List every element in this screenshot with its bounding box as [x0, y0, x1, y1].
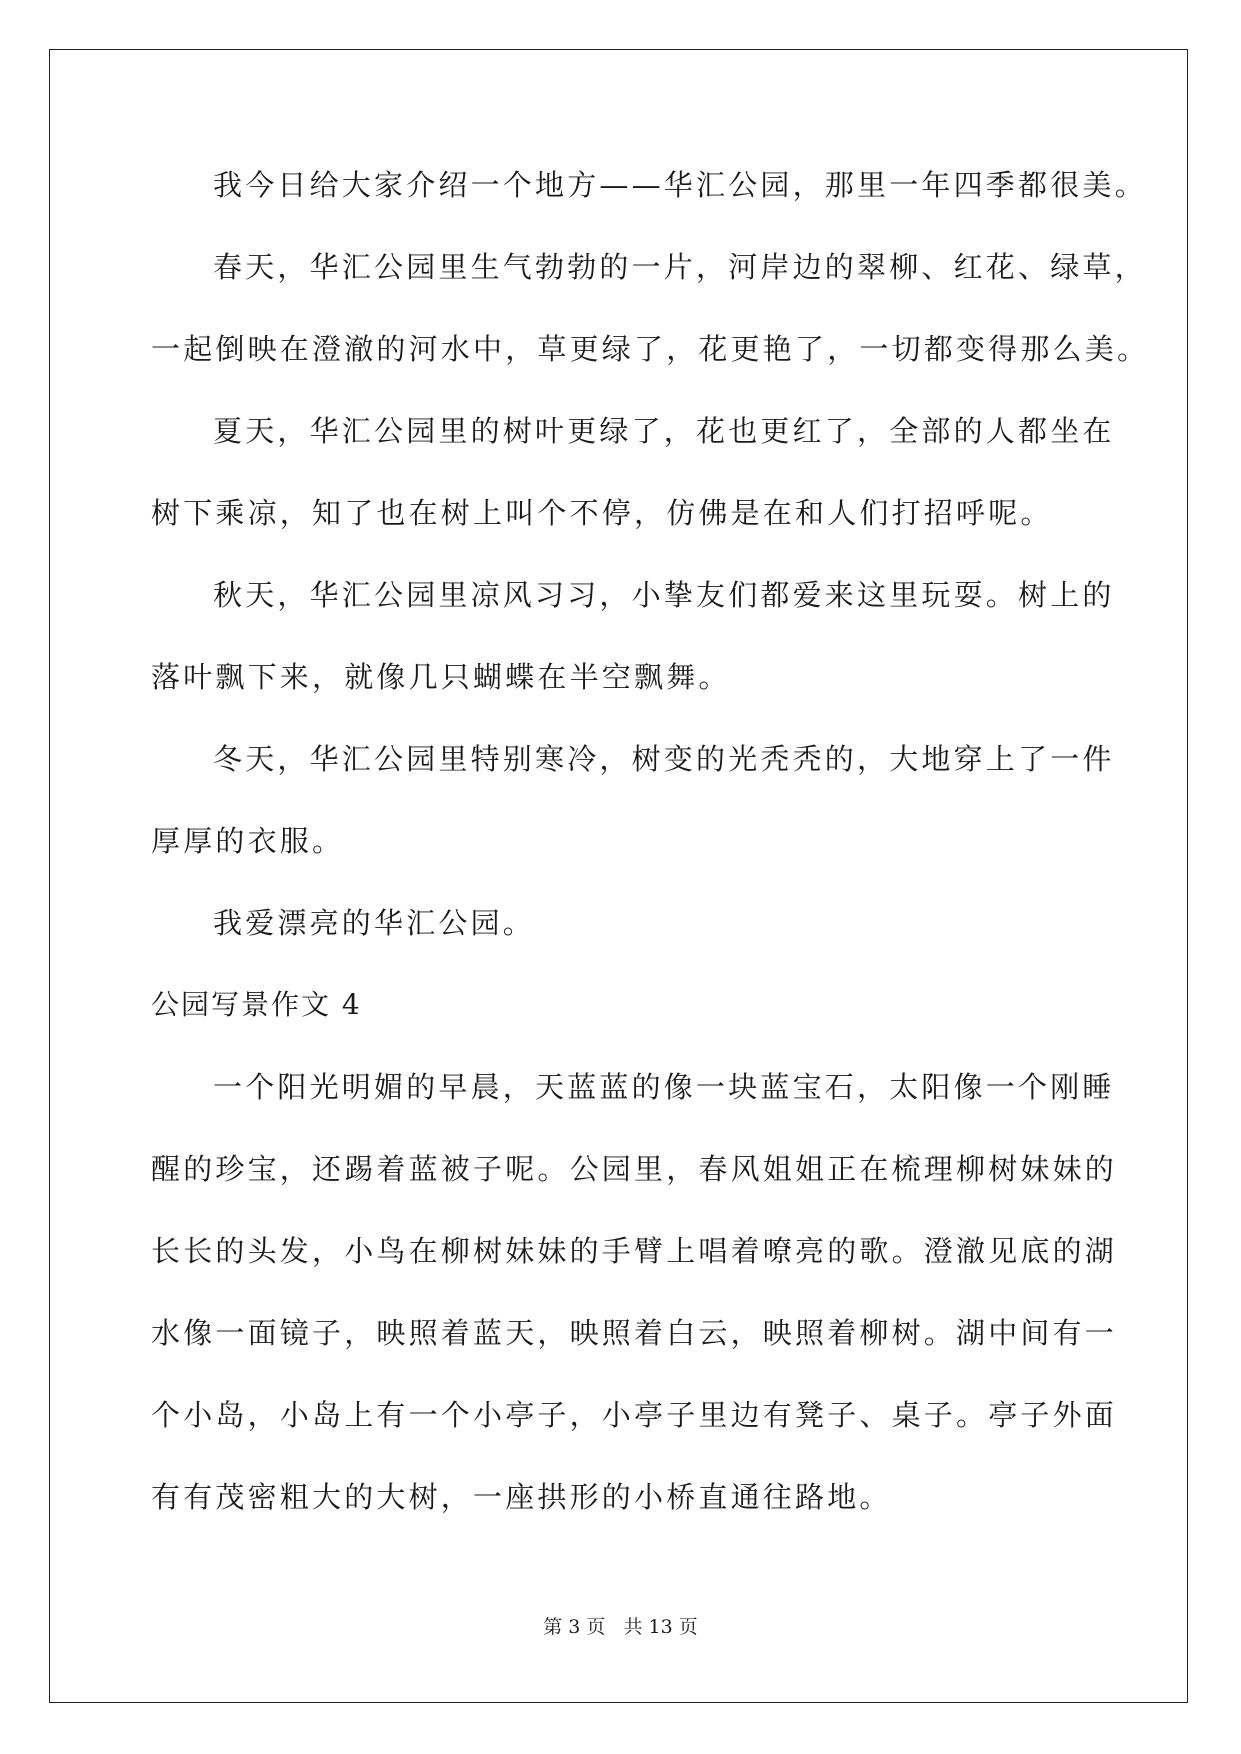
text-line: 落叶飘下来，就像几只蝴蝶在半空飘舞。	[151, 660, 731, 694]
text-line: 我今日给大家介绍一个地方——华汇公园，那里一年四季都很美。	[213, 168, 1147, 202]
page-number: 第 3 页	[543, 1616, 606, 1638]
text-line: 冬天，华汇公园里特别寒冷，树变的光秃秃的，大地穿上了一件	[213, 742, 1115, 776]
text-line: 有有茂密粗大的大树，一座拱形的小桥直通往路地。	[151, 1480, 892, 1514]
text-line: 厚厚的衣服。	[151, 824, 345, 858]
text-line: 长长的头发，小鸟在柳树妹妹的手臂上唱着嘹亮的歌。澄澈见底的湖	[151, 1234, 1118, 1268]
text-line: 树下乘凉，知了也在树上叫个不停，仿佛是在和人们打招呼呢。	[151, 496, 1053, 530]
text-line: 秋天，华汇公园里凉风习习，小挚友们都爱来这里玩耍。树上的	[213, 578, 1115, 612]
essay-section-2	[151, 1062, 1118, 1554]
text-line: 夏天，华汇公园里的树叶更绿了，花也更红了，全部的人都坐在	[213, 414, 1115, 448]
text-line: 一起倒映在澄澈的河水中，草更绿了，花更艳了，一切都变得那么美。	[151, 332, 1150, 366]
page-total: 共 13 页	[623, 1616, 698, 1638]
text-line: 水像一面镜子，映照着蓝天，映照着白云，映照着柳树。湖中间有一	[151, 1316, 1118, 1350]
text-line: 我爱漂亮的华汇公园。	[213, 906, 536, 940]
page-footer	[0, 1612, 1241, 1639]
document-body	[151, 160, 1150, 1554]
text-line: 个小岛，小岛上有一个小亭子，小亭子里边有凳子、桌子。亭子外面	[151, 1398, 1118, 1432]
text-line: 春天，华汇公园里生气勃勃的一片，河岸边的翠柳、红花、绿草，	[213, 250, 1147, 284]
text-line: 一个阳光明媚的早晨，天蓝蓝的像一块蓝宝石，太阳像一个刚睡	[213, 1070, 1115, 1104]
text-line: 醒的珍宝，还踢着蓝被子呢。公园里，春风姐姐正在梳理柳树妹妹的	[151, 1152, 1118, 1186]
essay-section-1	[151, 160, 1150, 980]
essay-heading: 公园写景作文 4	[151, 988, 362, 1021]
